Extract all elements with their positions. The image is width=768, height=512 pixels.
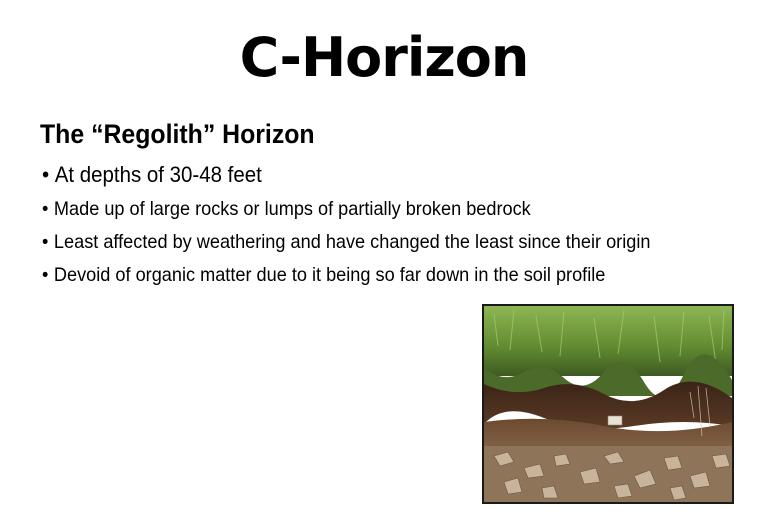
bullet-list bbox=[42, 160, 696, 295]
bullet-item bbox=[42, 262, 650, 289]
bullet-item bbox=[42, 196, 650, 223]
bullet-icon: • bbox=[42, 198, 49, 220]
bullet-text: At depths of 30-48 feet bbox=[54, 162, 262, 187]
bullet-text: Made up of large rocks or lumps of partially broken bedrock bbox=[53, 198, 531, 220]
slide-title: C-Horizon bbox=[239, 26, 529, 89]
slide-subtitle: The “Regolith” Horizon bbox=[40, 119, 315, 149]
bullet-text: Devoid of organic matter due to it being so far down in the soil profile bbox=[53, 264, 606, 286]
bullet-text: Least affected by weathering and have changed the least since their origin bbox=[53, 231, 651, 253]
regolith-layer bbox=[484, 446, 732, 502]
rock-highlight bbox=[608, 416, 622, 425]
bullet-item bbox=[42, 160, 650, 190]
bullet-icon: • bbox=[42, 264, 49, 286]
soil-profile-photo bbox=[482, 304, 734, 504]
bullet-icon: • bbox=[42, 162, 50, 187]
bullet-icon: • bbox=[42, 231, 49, 253]
soil-profile-image bbox=[484, 306, 732, 502]
bullet-item bbox=[42, 229, 650, 256]
